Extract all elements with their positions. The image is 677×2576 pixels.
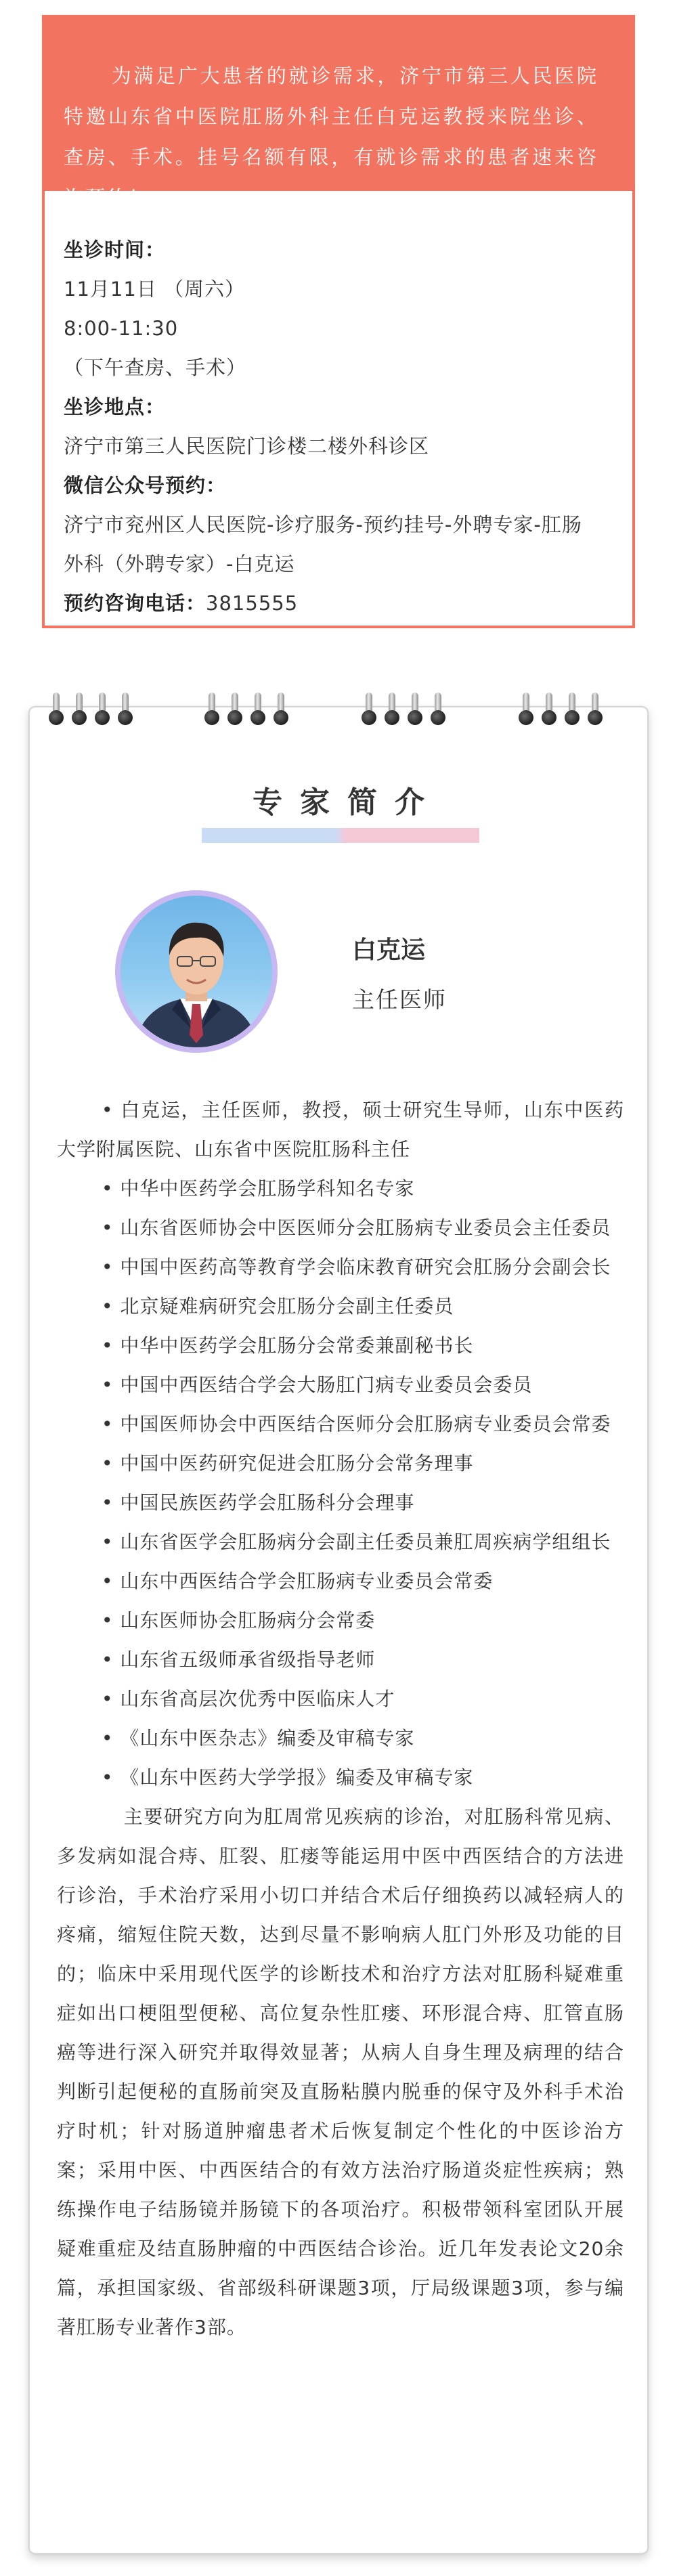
- consult-place: 济宁市第三人民医院门诊楼二楼外科诊区: [64, 435, 430, 458]
- bio-item: • 北京疑难病研究会肛肠分会副主任委员: [102, 1295, 454, 1317]
- bio-item: • 中国医师协会中西医结合医师分会肛肠病专业委员会常委: [102, 1413, 611, 1435]
- section-title: 专家简介: [253, 785, 442, 820]
- binder-ring-icon: [227, 693, 242, 725]
- consult-hours: 8:00-11:30: [64, 317, 179, 340]
- bio-item: • 中国中西医结合学会大肠肛门病专业委员会委员: [102, 1374, 533, 1396]
- expert-card: [28, 706, 649, 2554]
- bio-item: • 中华中医药学会肛肠分会常委兼副秘书长: [102, 1334, 474, 1357]
- bio-item: • 中国中医药研究促进会肛肠分会常务理事: [102, 1452, 474, 1475]
- phone-label: 预约咨询电话：: [64, 592, 206, 615]
- afternoon-note: （下午查房、手术）: [64, 356, 247, 379]
- bio-item: • 中国民族医药学会肛肠科分会理事: [102, 1491, 415, 1514]
- wechat-path-line-2: 外科（外聘专家）-白克运: [64, 552, 295, 575]
- binder-ring-icon: [588, 693, 603, 725]
- phone-number[interactable]: 3815555: [206, 592, 299, 615]
- binder-ring-icon: [49, 693, 64, 725]
- bio-item: • 白克运，主任医师，教授，硕士研究生导师，山东中医药大学附属医院、山东省中医院肛肠科主任: [57, 1099, 624, 1160]
- bio-item: • 山东中西医结合学会肛肠病专业委员会常委: [102, 1570, 494, 1592]
- announcement-details: [45, 191, 632, 623]
- phone-row: [64, 584, 632, 623]
- research-paragraph: 主要研究方向为肛周常见疾病的诊治，对肛肠科常见病、多发病如混合痔、肛裂、肛瘘等能运用中医中西医结合的方法进行诊治，手术治疗采用小切口并结合术后仔细换药以减轻病人的疼痛，缩短住院天数，达到尽量不影响病人肛门外形及功能的目的；临床中采用现代医学的诊断技术和治疗方法对肛肠科疑难重症如出口梗阻型便秘、高位复杂性肛瘘、环形混合痔、肛管直肠癌等进行深入研究并取得效显著；从病人自身生理及病理的结合判断引起便秘的直肠前突及直肠粘膜内脱垂的保守及外科手术治疗时机；针对肠道肿瘤患者术后恢复制定个性化的中医诊治方案；采用中医、中西医结合的有效方法治疗肠道炎症性疾病；熟练操作电子结肠镜并肠镜下的各项治疗。积极带领科室团队开展疑难重症及结直肠肿瘤的中西医结合诊治。近几年发表论文20余篇，承担国家级、省部级科研课题3项，厅局级课题3项，参与编著肛肠专业著作3部。: [57, 1806, 624, 2338]
- bio-item: • 山东省高层次优秀中医临床人才: [102, 1688, 395, 1710]
- expert-title: 主任医师: [352, 986, 447, 1013]
- place-label: 坐诊地点：: [64, 395, 166, 418]
- expert-bio: [57, 1091, 624, 2347]
- expert-avatar: [121, 896, 272, 1047]
- bio-item: • 山东医师协会肛肠病分会常委: [102, 1609, 376, 1632]
- binder-ring-icon: [204, 693, 219, 725]
- announcement-card: [42, 15, 635, 628]
- bio-item: • 《山东中医杂志》编委及审稿专家: [102, 1727, 415, 1749]
- bio-item: • 《山东中医药大学学报》编委及审稿专家: [102, 1766, 474, 1789]
- bio-item: • 山东省医师协会中医医师分会肛肠病专业委员会主任委员: [102, 1217, 611, 1239]
- bio-item: • 山东省医学会肛肠病分会副主任委员兼肛周疾病学组组长: [102, 1531, 611, 1553]
- binder-ring-icon: [565, 693, 580, 725]
- bio-item: • 中国中医药高等教育学会临床教育研究会肛肠分会副会长: [102, 1256, 611, 1278]
- binder-ring-icon: [431, 693, 445, 725]
- binder-ring-icon: [362, 693, 376, 725]
- binder-ring-icon: [274, 693, 288, 725]
- binder-ring-icon: [72, 693, 87, 725]
- time-label: 坐诊时间：: [64, 238, 166, 261]
- wechat-path-line-1: 济宁市兖州区人民医院-诊疗服务-预约挂号-外聘专家-肛肠: [64, 513, 582, 536]
- consult-date: 11月11日 （周六）: [64, 278, 246, 301]
- binder-ring-icon: [95, 693, 110, 725]
- binder-ring-icon: [250, 693, 265, 725]
- title-underline-bar: [202, 828, 479, 843]
- binder-ring-icon: [408, 693, 422, 725]
- avatar-ring: [115, 890, 278, 1053]
- bio-item: • 山东省五级师承省级指导老师: [102, 1649, 376, 1671]
- binder-ring-icon: [118, 693, 133, 725]
- bio-item: • 中华中医药学会肛肠学科知名专家: [102, 1177, 415, 1200]
- wechat-label: 微信公众号预约：: [64, 474, 227, 497]
- announcement-banner: [45, 18, 632, 209]
- binder-ring-icon: [519, 693, 533, 725]
- announcement-intro: 为满足广大患者的就诊需求，济宁市第三人民医院特邀山东省中医院肛肠外科主任白克运教授来院坐诊、查房、手术。挂号名额有限，有就诊需求的患者速来咨询预约！: [64, 64, 598, 209]
- binder-ring-icon: [542, 693, 556, 725]
- expert-name: 白克运: [352, 936, 426, 964]
- binder-ring-icon: [385, 693, 399, 725]
